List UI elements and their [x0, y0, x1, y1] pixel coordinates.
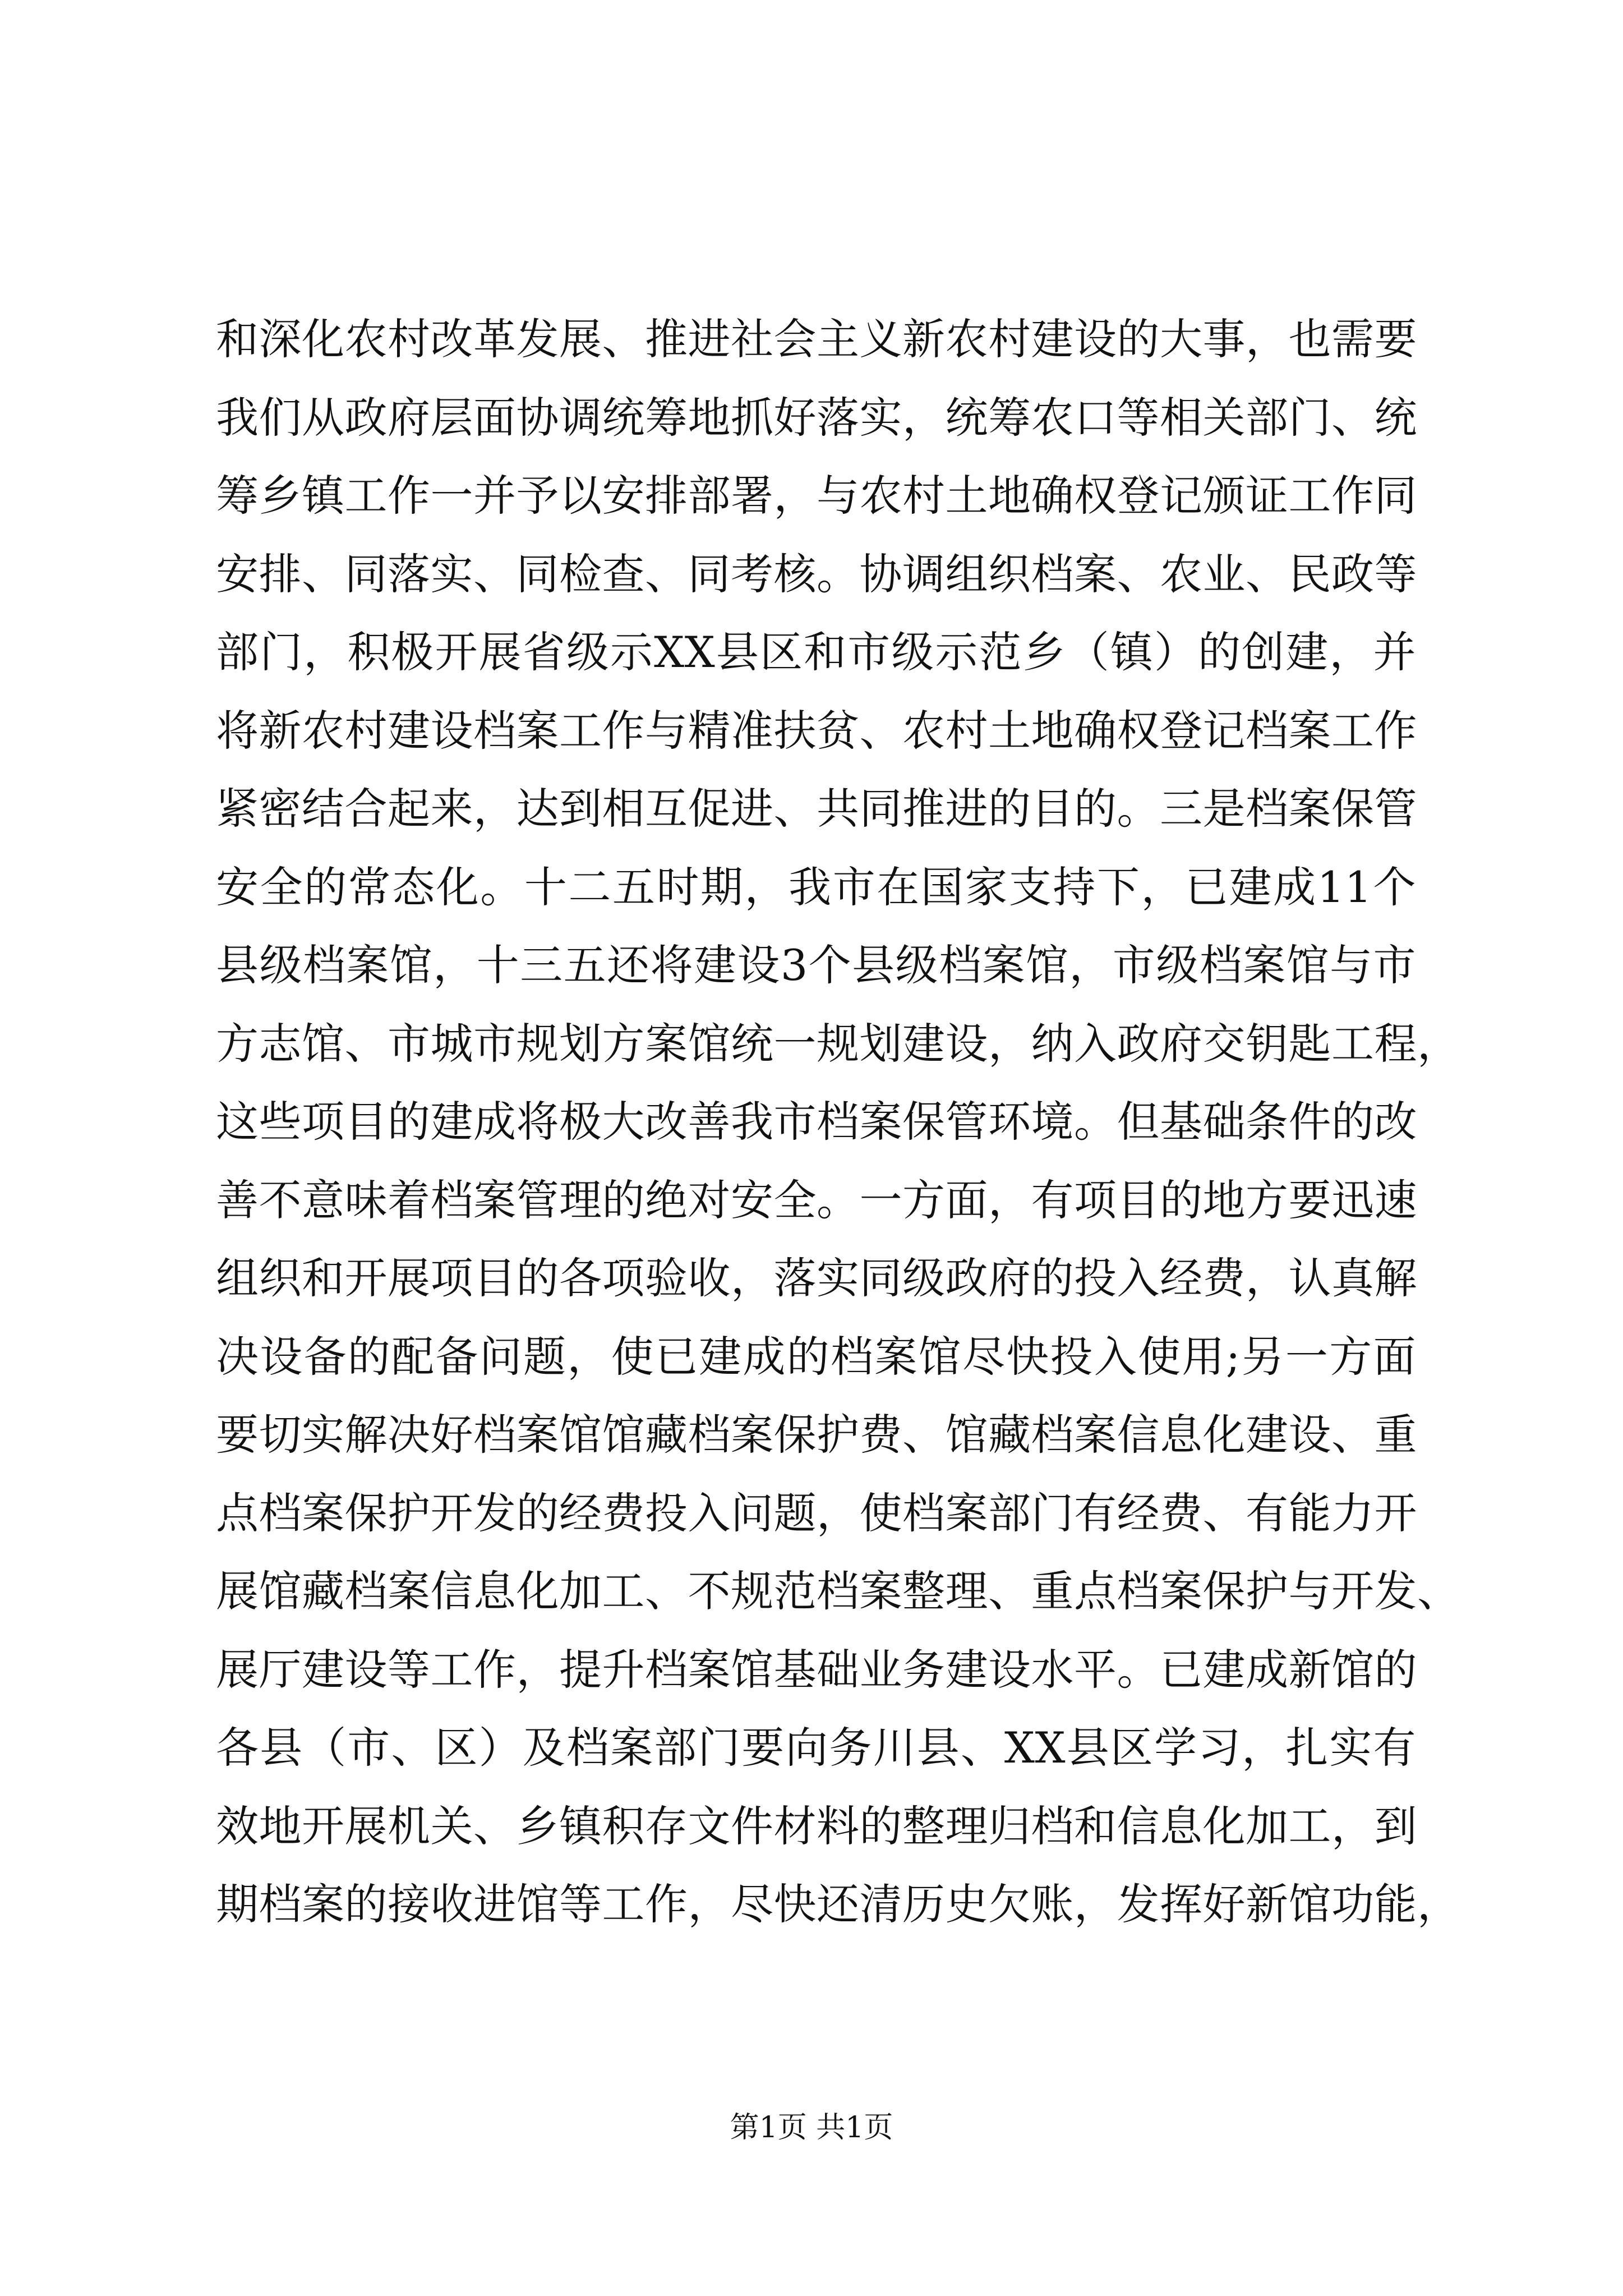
- text-line: 我们从政府层面协调统筹地抓好落实，统筹农口等相关部门、统: [216, 392, 1417, 443]
- text-line: 方志馆、市城市规划方案馆统一规划建设，纳入政府交钥匙工程，: [216, 1018, 1460, 1069]
- text-line: 点档案保护开发的经费投入问题，使档案部门有经费、有能力开: [216, 1488, 1417, 1538]
- text-line: 展馆藏档案信息化加工、不规范档案整理、重点档案保护与开发、: [216, 1566, 1460, 1616]
- text-line: 筹乡镇工作一并予以安排部署，与农村土地确权登记颁证工作同: [216, 471, 1417, 521]
- text-line: 要切实解决好档案馆馆藏档案保护费、馆藏档案信息化建设、重: [216, 1410, 1417, 1460]
- text-line: 安全的常态化。十二五时期，我市在国家支持下，已建成11个: [216, 862, 1416, 912]
- text-line: 各县（市、区）及档案部门要向务川县、XX县区学习，扎实有: [216, 1723, 1416, 1773]
- text-line: 部门，积极开展省级示XX县区和市级示范乡（镇）的创建，并: [216, 627, 1416, 677]
- text-line: 这些项目的建成将极大改善我市档案保管环境。但基础条件的改: [216, 1097, 1417, 1147]
- text-line: 期档案的接收进馆等工作，尽快还清历史欠账，发挥好新馆功能，: [216, 1879, 1460, 1929]
- text-line: 决设备的配备问题，使已建成的档案馆尽快投入使用;另一方面: [216, 1331, 1416, 1382]
- text-line: 将新农村建设档案工作与精准扶贫、农村土地确权登记档案工作: [216, 705, 1417, 756]
- text-line: 和深化农村改革发展、推进社会主义新农村建设的大事，也需要: [216, 314, 1417, 364]
- text-line: 善不意味着档案管理的绝对安全。一方面，有项目的地方要迅速: [216, 1175, 1417, 1225]
- text-line: 县级档案馆，十三五还将建设3个县级档案馆，市级档案馆与市: [216, 940, 1416, 990]
- text-line: 组织和开展项目的各项验收，落实同级政府的投入经费，认真解: [216, 1253, 1417, 1303]
- text-line: 紧密结合起来，达到相互促进、共同推进的目的。三是档案保管: [216, 784, 1417, 834]
- body-paragraph: [216, 300, 1460, 1944]
- text-line: 效地开展机关、乡镇积存文件材料的整理归档和信息化加工，到: [216, 1801, 1417, 1851]
- text-line: 安排、同落实、同检查、同考核。协调组织档案、农业、民政等: [216, 549, 1417, 599]
- page-number-footer: 第1页 共1页: [730, 2111, 893, 2145]
- text-line: 展厅建设等工作，提升档案馆基础业务建设水平。已建成新馆的: [216, 1644, 1417, 1695]
